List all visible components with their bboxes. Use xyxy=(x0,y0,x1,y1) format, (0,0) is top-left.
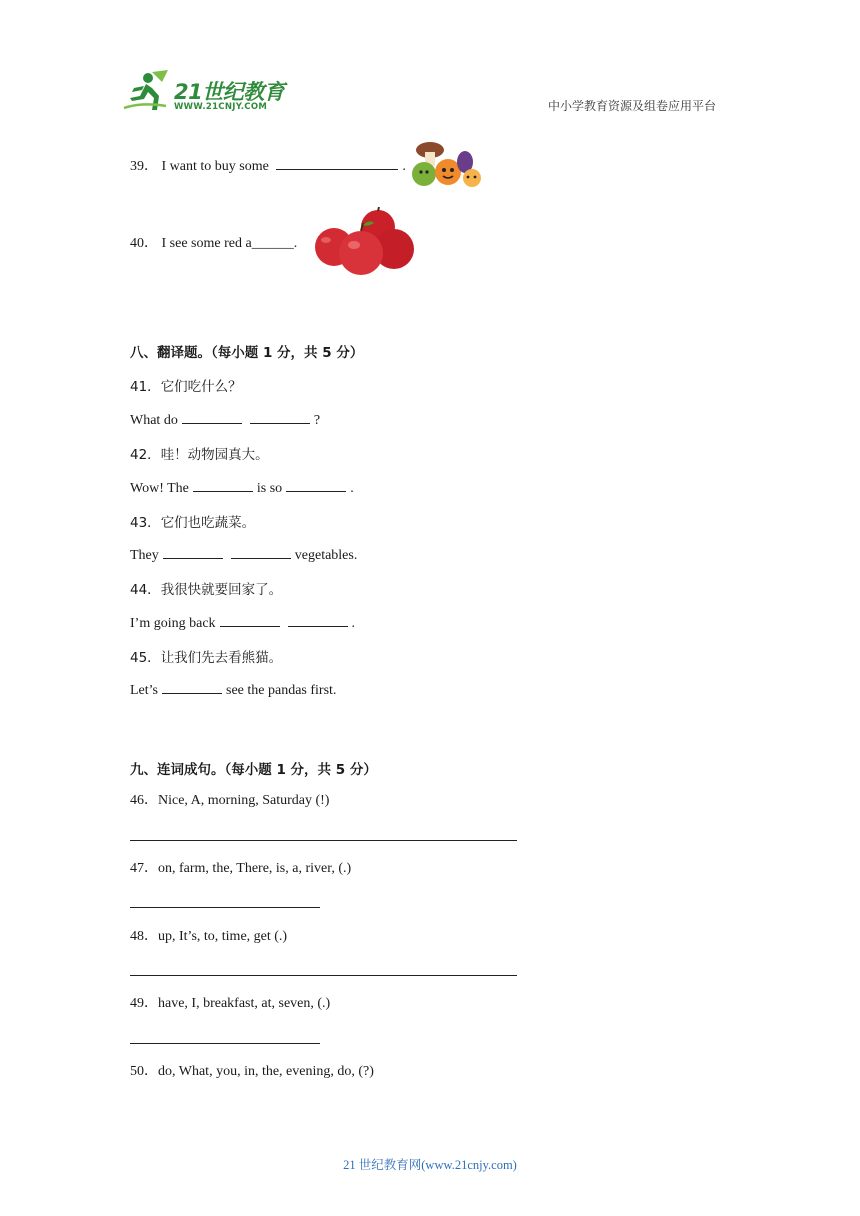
q46: 46．Nice, A, morning, Saturday (!) xyxy=(130,793,330,808)
q41-chinese: 41．它们吃什么？ xyxy=(130,379,242,395)
answer-blank[interactable]: ______. xyxy=(251,236,298,251)
q45-english: Let’s see the pandas first. xyxy=(130,680,336,700)
q45-chinese: 45．让我们先去看熊猫。 xyxy=(130,650,283,666)
q41-english: What do ? xyxy=(130,410,320,430)
answer-blank[interactable] xyxy=(163,545,223,559)
answer-line[interactable] xyxy=(130,975,517,976)
red-apples-icon xyxy=(312,207,416,277)
q48: 48．up, It’s, to, time, get (.) xyxy=(130,929,288,944)
platform-name: 中小学教育资源及组卷应用平台 xyxy=(548,99,717,113)
answer-blank[interactable] xyxy=(193,478,253,492)
q42-chinese: 42．哇！动物园真大。 xyxy=(130,447,269,463)
answer-blank[interactable] xyxy=(231,545,291,559)
question-text: I see some red a xyxy=(161,236,252,251)
q50: 50．do, What, you, in, the, evening, do, (?) xyxy=(130,1064,374,1079)
question-text: I want to buy some xyxy=(161,159,269,174)
question-40 xyxy=(130,235,297,253)
question-number: 40． xyxy=(130,236,158,251)
answer-line[interactable] xyxy=(130,1043,320,1044)
answer-blank[interactable] xyxy=(250,410,310,424)
answer-line[interactable] xyxy=(130,907,320,908)
logo-url: WWW.21CNJY.COM xyxy=(174,102,268,112)
q44-chinese: 44．我很快就要回家了。 xyxy=(130,582,283,598)
answer-blank[interactable] xyxy=(182,410,242,424)
q43-chinese: 43．它们也吃蔬菜。 xyxy=(130,515,256,531)
logo-title: 21世纪教育 xyxy=(174,80,285,104)
answer-blank[interactable] xyxy=(162,680,222,694)
header-logo xyxy=(122,68,292,114)
section-8-title: 八、翻译题。（每小题 1 分，共 5 分） xyxy=(130,345,364,361)
q49: 49．have, I, breakfast, at, seven, (.) xyxy=(130,996,331,1011)
answer-blank[interactable] xyxy=(288,613,348,627)
answer-blank[interactable] xyxy=(276,156,398,170)
answer-line[interactable] xyxy=(130,840,517,841)
answer-blank[interactable] xyxy=(286,478,346,492)
answer-blank[interactable] xyxy=(220,613,280,627)
q43-english: They vegetables. xyxy=(130,545,357,565)
runner-logo-icon xyxy=(122,68,174,114)
section-9-title: 九、连词成句。（每小题 1 分，共 5 分） xyxy=(130,762,377,778)
q44-english: I’m going back . xyxy=(130,613,355,633)
footer-link[interactable]: 21 世纪教育网(www.21cnjy.com) xyxy=(343,1158,517,1172)
question-number: 39． xyxy=(130,159,158,174)
question-punct: . xyxy=(402,159,406,174)
question-39 xyxy=(130,156,406,176)
q42-english: Wow! The is so . xyxy=(130,478,354,498)
vegetables-cartoon-icon xyxy=(410,140,486,190)
q47: 47．on, farm, the, There, is, a, river, (.) xyxy=(130,861,352,876)
